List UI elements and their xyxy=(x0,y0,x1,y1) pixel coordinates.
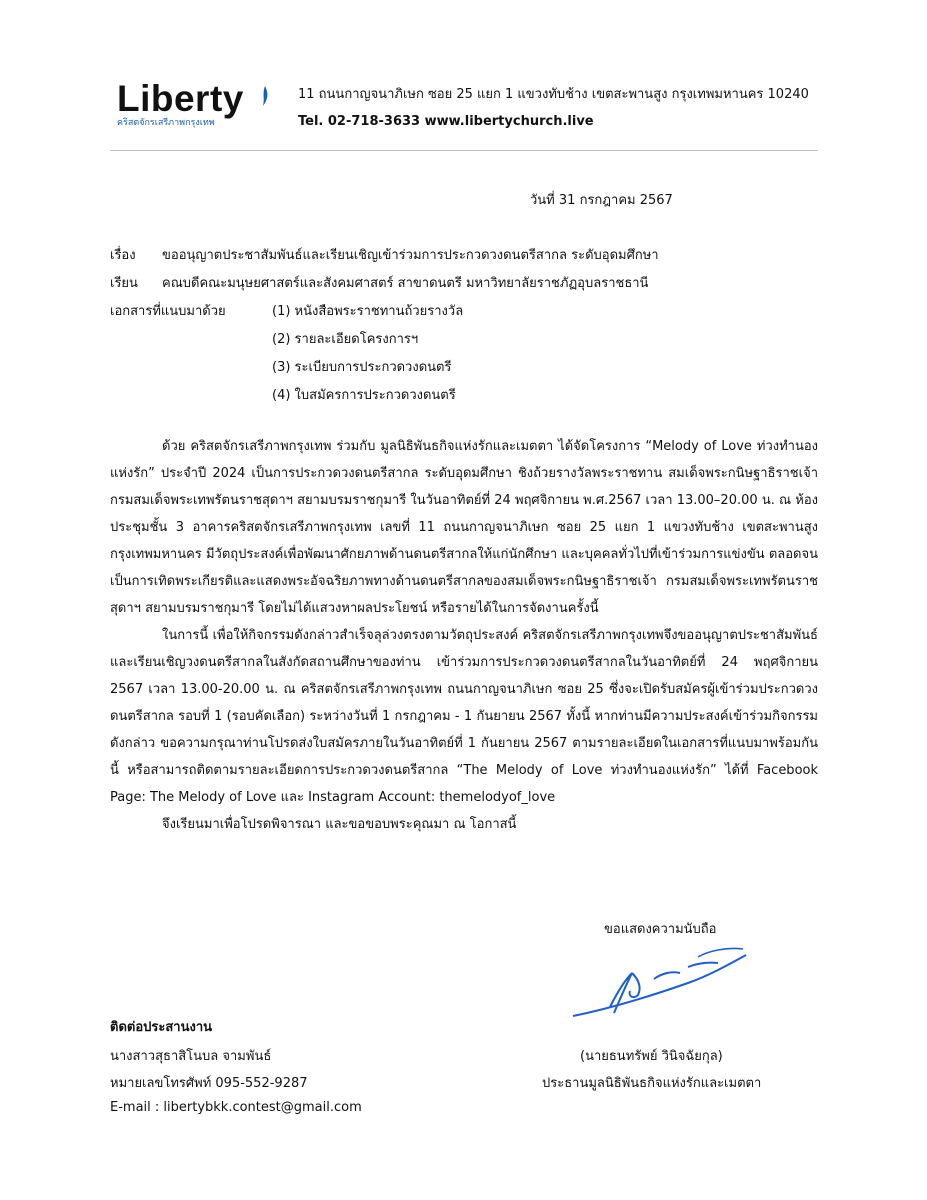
enclosure-item: (2) รายละเอียดโครงการฯ xyxy=(272,332,419,347)
recipient-label: เรียน xyxy=(110,276,138,291)
header-contact: Tel. 02-718-3633 www.libertychurch.live xyxy=(298,114,594,129)
enclosure-item: (4) ใบสมัครการประกวดวงดนตรี xyxy=(272,388,456,403)
enclosures-label: เอกสารที่แนบมาด้วย xyxy=(110,304,226,319)
logo-text: Liberty xyxy=(117,78,244,119)
signer-title: ประธานมูลนิธิพันธกิจแห่งรักและเมตตา xyxy=(542,1076,762,1091)
subject-text: ขออนุญาตประชาสัมพันธ์และเรียนเชิญเข้าร่วมการประกวดวงดนตรีสากล ระดับอุดมศึกษา xyxy=(162,248,659,263)
body-paragraph-3: จึงเรียนมาเพื่อโปรดพิจารณา และขอขอบพระคุณมา ณ โอกาสนี้ xyxy=(162,817,517,832)
logo-subtext: คริสตจักรเสรีภาพกรุงเทพ xyxy=(117,118,215,128)
contact-email: E-mail : libertybkk.contest@gmail.com xyxy=(110,1100,362,1115)
enclosure-item: (1) หนังสือพระราชทานถ้วยรางวัล xyxy=(272,304,464,319)
contact-phone: หมายเลขโทรศัพท์ 095-552-9287 xyxy=(110,1076,308,1091)
header-divider xyxy=(110,150,818,151)
letter-date: วันที่ 31 กรกฎาคม 2567 xyxy=(530,193,673,208)
contact-heading: ติดต่อประสานงาน xyxy=(110,1020,213,1035)
recipient-text: คณบดีคณะมนุษยศาสตร์และสังคมศาสตร์ สาขาดนตรี มหาวิทยาลัยราชภัฏอุบลราชธานี xyxy=(162,276,649,291)
signer-name: (นายธนทรัพย์ วินิจฉัยกุล) xyxy=(580,1049,723,1064)
body-paragraph-1: ด้วย คริสตจักรเสรีภาพกรุงเทพ ร่วมกับ มูลนิธิพันธกิจแห่งรักและเมตตา ได้จัดโครงการ “Melody of Love ท่วงทำนองแห่งรัก” ประจำปี 2024 เป็นการประกวดวงดนตรีสากล ระดับอุดมศึกษา ชิงถ้วยรางวัลพระราชทาน สมเด็จพระกนิษฐาธิราชเจ้า กรมสมเด็จพระเทพรัตนราชสุดาฯ สยามบรมราชกุมารี ในวันอาทิตย์ที่ 24 พฤศจิกายน พ.ศ.2567 เวลา 13.00–20.00 น. ณ ห้องประชุมชั้น 3 อาคารคริสตจักรเสรีภาพกรุงเทพ เลขที่ 11 ถนนกาญจนาภิเษก ซอย 25 แยก 1 แขวงทับช้าง เขตสะพานสูง กรุงเทพมหานคร มีวัตถุประสงค์เพื่อพัฒนาศักยภาพด้านดนตรีสากลให้แก่นักศึกษา และบุคคลทั่วไปที่เข้าร่วมการแข่งขัน ตลอดจนเป็นการเทิดพระเกียรติและแสดงพระอัจฉริยภาพทางด้านดนตรีสากลของสมเด็จพระกนิษฐาธิราชเจ้า กรมสมเด็จพระเทพรัตนราชสุดาฯ สยามบรมราชกุมารี โดยไม่ได้แสวงหาผลประโยชน์ หรือรายได้ในการจัดงานครั้งนี้ xyxy=(110,439,818,616)
body-paragraph-2: ในการนี้ เพื่อให้กิจกรรมดังกล่าวสำเร็จลุล่วงตรงตามวัตถุประสงค์ คริสตจักรเสรีภาพกรุงเทพจึงขออนุญาตประชาสัมพันธ์และเรียนเชิญวงดนตรีสากลในสังกัดสถานศึกษาของท่าน เข้าร่วมการประกวดวงดนตรีสากลในวันอาทิตย์ที่ 24 พฤศจิกายน 2567 เวลา 13.00-20.00 น. ณ คริสตจักรเสรีภาพกรุงเทพ ถนนกาญจนาภิเษก ซอย 25 ซึ่งจะเปิดรับสมัครผู้เข้าร่วมประกวดวงดนตรีสากล รอบที่ 1 (รอบคัดเลือก) ระหว่างวันที่ 1 กรกฎาคม - 1 กันยายน 2567 ทั้งนี้ หากท่านมีความประสงค์เข้าร่วมกิจกรรมดังกล่าว ขอความกรุณาท่านโปรดส่งใบสมัครภายในวันอาทิตย์ที่ 1 กันยายน 2567 ตามรายละเอียดในเอกสารที่แนบมาพร้อมกันนี้ หรือสามารถติดตามรายละเอียดการประกวดวงดนตรีสากล “The Melody of Love ท่วงทำนองแห่งรัก” ได้ที่ Facebook Page: The Melody of Love และ Instagram Account: themelodyof_love xyxy=(110,628,818,805)
liberty-logo xyxy=(117,80,267,130)
header-address: 11 ถนนกาญจนาภิเษก ซอย 25 แยก 1 แขวงทับช้าง เขตสะพานสูง กรุงเทพมหานคร 10240 xyxy=(298,87,809,102)
logo-drop-icon xyxy=(259,86,269,106)
signature-image xyxy=(568,943,753,1023)
letter-body xyxy=(110,433,818,838)
subject-label: เรื่อง xyxy=(110,248,136,263)
enclosure-item: (3) ระเบียบการประกวดวงดนตรี xyxy=(272,360,452,375)
closing-text: ขอแสดงความนับถือ xyxy=(604,922,717,937)
contact-person: นางสาวสุธาสิโนบล จามพันธ์ xyxy=(110,1049,272,1064)
